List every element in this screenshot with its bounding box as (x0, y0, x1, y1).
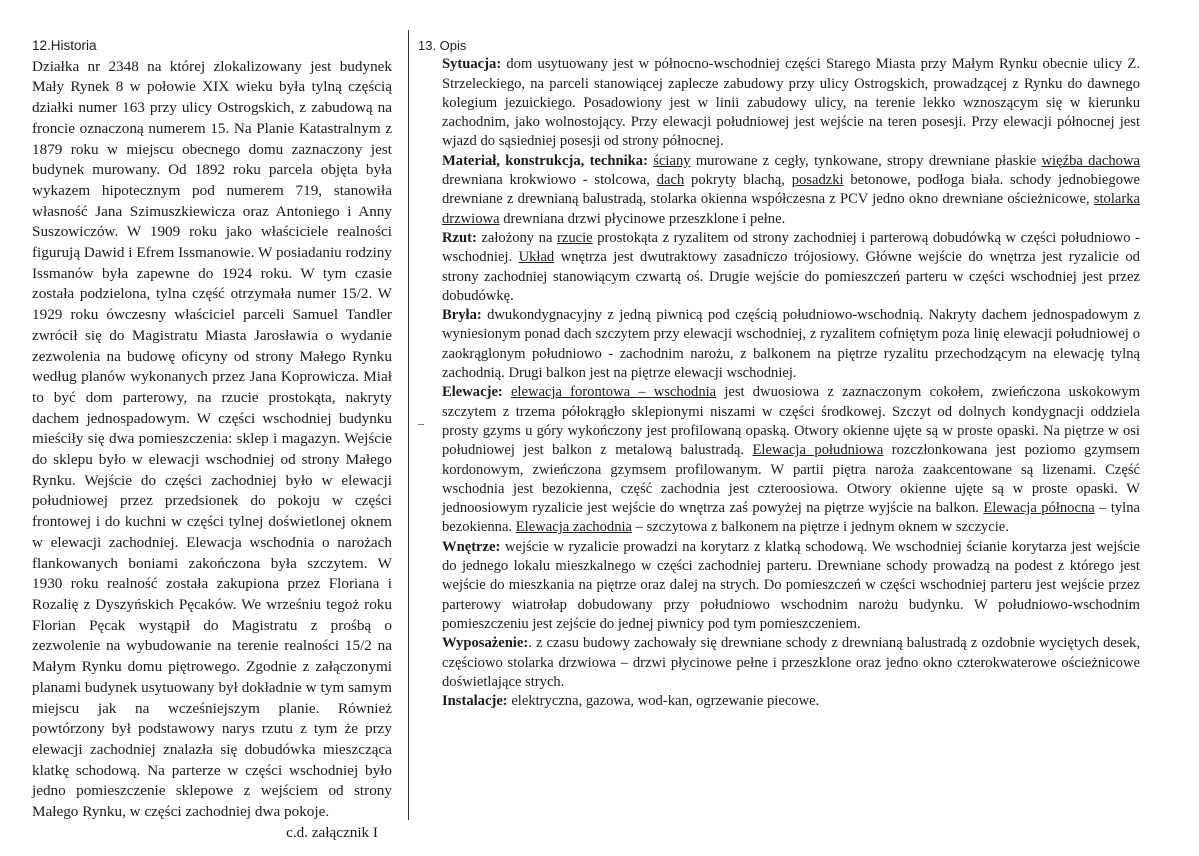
continuation-note: c.d. załącznik I (286, 823, 378, 841)
description-column (418, 36, 1140, 711)
west-elevation-term: Elewacja zachodnia (515, 519, 633, 536)
elevations-text: – tylna bezokienna. (442, 500, 1140, 536)
plan-text: prostokąta z ryzalitem od strony zachodniej i parterową dobudówką w części południowo - wschodniej. (442, 229, 1140, 266)
material-text: drewniana krokwiowo - stolcowa, (442, 172, 657, 189)
scan-mark (418, 424, 424, 425)
installations-paragraph (442, 692, 1140, 711)
elevations-label: Elewacje: (442, 384, 503, 401)
plan-text: wnętrza jest dwutraktowy zasadniczo trójosiowy. Główne wejście do wnętrza jest ryzalicie od strony zachodniej stanowiącym czwartą oś. Drugie wejście do pomieszczeń parteru w części wschodniej jest przez dobudówkę. (442, 249, 1140, 304)
installations-label: Instalacje: (442, 693, 508, 710)
column-divider (408, 30, 409, 820)
door-joinery-term: stolarka drzwiowa (442, 191, 1140, 227)
massing-label: Bryła: (442, 307, 482, 324)
layout-term: Układ (518, 249, 555, 266)
material-paragraph (442, 152, 1140, 229)
elevations-text: rozczłonkowana jest poziomo gzymsem kordonowym, zwieńczona gzymsem profilowanym. W partii piętra naroża zaakcentowane są lizenami. Część wschodnia jest bezokienna, część zachodnia jest czteroosiowa. Otwory okienne ujęte są w proste opaski. W jednoosiowym ryzalicie jest wejście do wnętrza zaś powyżej na piętrze wyjście na balkon. (442, 442, 1141, 517)
history-text: Działka nr 2348 na której zlokalizowany jest budynek Mały Rynek 8 w połowie XIX wieku była tylną częścią działki numer 163 przy ulicy Ostrogskich, z zabudową na froncie oznaczoną numerem 15. Na Planie Katastralnym z 1879 roku w miejscu obecnego domu zaznaczony jest budynek murowany. Od 1892 roku parcela objęta była wykazem hipotecznym pod numerem 719, stanowiła własność Jana Szimuszkiewicza oraz Antoniego i Anny Suszowiczów. W 1909 roku jako właściciele realności figurują Dawid i Efrem Issmanowie. W posiadaniu rodziny Issmanów była zapewne do 1924 roku. W tym czasie została podzielona, tylna część otrzymała numer 15/2. W 1929 roku ówczesny właściciel parceli Samuel Tandler zwrócił się do Magistratu Miasta Jarosławia o wydanie zezwolenia na budowę oficyny od strony Małego Rynku według planów wykonanych przez Jana Koprowicza. Miał to być dom parterowy, na rzucie prostokąta, nakryty dachem jednospadowym. W części wschodniej budynku mieściły się dwa pomieszczenia: sklep i magazyn. Wejście do sklepu było w elewacji wschodniej od strony Małego Rynku. Wejście do części zachodniej było w elewacji południowej przez przedsionek do pokoju w części frontowej i do kuchni w części tylnej doświetlonej oknem w elewacji zachodniej. Elewacja wschodnia o narożach flankowanych boniami zakończona była szczytem. W 1930 roku realność została zakupiona przez Floriana i Rozalię z Dyszyńskich Pęcaków. We wrześniu tegoż roku Florian Pęcak wystąpił do Magistratu z prośbą o zezwolenie na wybudowanie na terenie realności 15/2 na Małym Rynku domu piętrowego. Zgodnie z załączonymi planami budynek usytuowany był dokładnie w tym samym miejscu jak na wcześniejszym planie. Również powtórzony był podstawowy narys rzutu z tym że przy elewacji zachodniej znalazła się dobudówka mieszcząca klatkę schodową. Na parterze w części wschodniej było jedno pomieszczenie sklepowe z wejściem od strony Małego Rynku, w części zachodniej dwa pokoje. (32, 57, 392, 821)
situation-text: dom usytuowany jest w północno-wschodniej części Starego Miasta przy Małym Rynku obecnie ulicy Z. Strzeleckiego, na parceli stanowiącej zaplecze zabudowy przy ulicy Ostrogskich, prowadzącej z Rynku do dawnego kolegium jezuickiego. Posadowiony jest w linii zabudowy ulicy, na terenie lekko wznoszącym się w kierunku zachodnim, jako wolnostojący. Przy elewacji południowej jest wejście na teren posesji. Przy elewacji północnej jest wjazd do sąsiedniej posesji od strony północnej. (442, 56, 1140, 150)
history-heading: 12.Historia (32, 38, 97, 53)
furnishings-text: . z czasu budowy zachowały się drewniane schody z drewnianą balustradą z ozdobnie wyciętych desek, częściowo stolarka drzwiowa – drzwi płycinowe pełne i przeszklone oraz jedno okno czterokwaterowe ościeżnicowe doświetlające strych. (442, 635, 1140, 690)
massing-text: dwukondygnacyjny z jedną piwnicą pod częścią południowo-wschodnią. Nakryty dachem jednospadowym z wyniesionym ponad dach szczytem przy elewacji wschodniej, z ryzalitem cofniętym poza linię elewacji południowej o zaokrąglonym południowo - zachodnim narożu, z balkonem na piętrze ryzalitu przechodzącym na elewację tylną zachodnią. Drugi balkon jest na piętrze elewacji wschodniej. (442, 307, 1140, 382)
furnishings-paragraph (442, 634, 1140, 692)
massing-paragraph (442, 306, 1140, 383)
furnishings-label: Wyposażenie: (442, 635, 529, 652)
interior-label: Wnętrze: (442, 538, 501, 555)
material-text: murowane z cegły, tynkowane, stropy drewniane płaskie (690, 152, 1042, 169)
floors-term: posadzki (791, 172, 844, 189)
roof-truss-term: więźba dachowa (1041, 152, 1140, 169)
situation-label: Sytuacja: (442, 56, 502, 73)
elevations-paragraph (442, 383, 1140, 537)
walls-term: ściany (653, 152, 691, 169)
description-heading: 13. Opis (418, 38, 467, 53)
material-label: Materiał, konstrukcja, technika: (442, 152, 648, 169)
plan-label: Rzut: (442, 229, 477, 246)
material-text: pokryty blachą, (684, 172, 792, 189)
south-elevation-term: Elewacja południowa (752, 442, 884, 459)
material-text: drewniana drzwi płycinowe przeszklone i pełne. (499, 210, 786, 227)
plan-term: rzucie (557, 229, 593, 246)
front-elevation-term: elewacja forontowa – wschodnia (510, 384, 717, 401)
history-column (32, 36, 392, 843)
elevations-text (503, 384, 511, 400)
plan-text: założony na (476, 229, 558, 246)
elevations-text: – szczytowa z balkonem na piętrze i jednym oknem w szczycie. (632, 519, 1009, 536)
interior-paragraph (442, 538, 1140, 634)
interior-text: wejście w ryzalicie prowadzi na korytarz z klatką schodową. We wschodniej ścianie korytarza jest wejście do jednego lokalu mieszkalnego w części zachodniej parteru. Drewniane schody prowadzą na podest z którego jest wejście do mieszkania na piętrze oraz dalej na strych. Do pomieszczeń w części wschodniej parteru jest wejście przez parterowy wiatrołap dobudowany przy południowo wschodnim narożu budynku. W południowo-wschodnim pomieszczeniu jest zejście do jednej piwnicy pod tym pomieszczeniem. (442, 538, 1140, 632)
roof-term: dach (656, 172, 685, 189)
north-elevation-term: Elewacja północna (983, 500, 1095, 517)
situation-paragraph (442, 55, 1140, 151)
plan-paragraph (442, 229, 1140, 306)
installations-text: elektryczna, gazowa, wod-kan, ogrzewanie piecowe. (507, 693, 820, 710)
material-text: betonowe, podłoga biała. schody jednobiegowe drewniane z drewnianą balustradą, stolarka okienna współczesna z PCV jedno okno drewniane ościeżnicowe, (442, 172, 1141, 208)
elevations-text: jest dwuosiowa z zaznaczonym cokołem, zwieńczona uskokowym szczytem z trzema półokrągło sklepionymi niszami w części środkowej. Szczyt od dolnych kondygnacji oddziela prosty gzyms u góry wykończony jest profilowaną opaską. Otwory okienne ujęte są w proste opaski. Na piętrze w osi południowej jest balkon z metalową balustradą. (442, 384, 1141, 459)
